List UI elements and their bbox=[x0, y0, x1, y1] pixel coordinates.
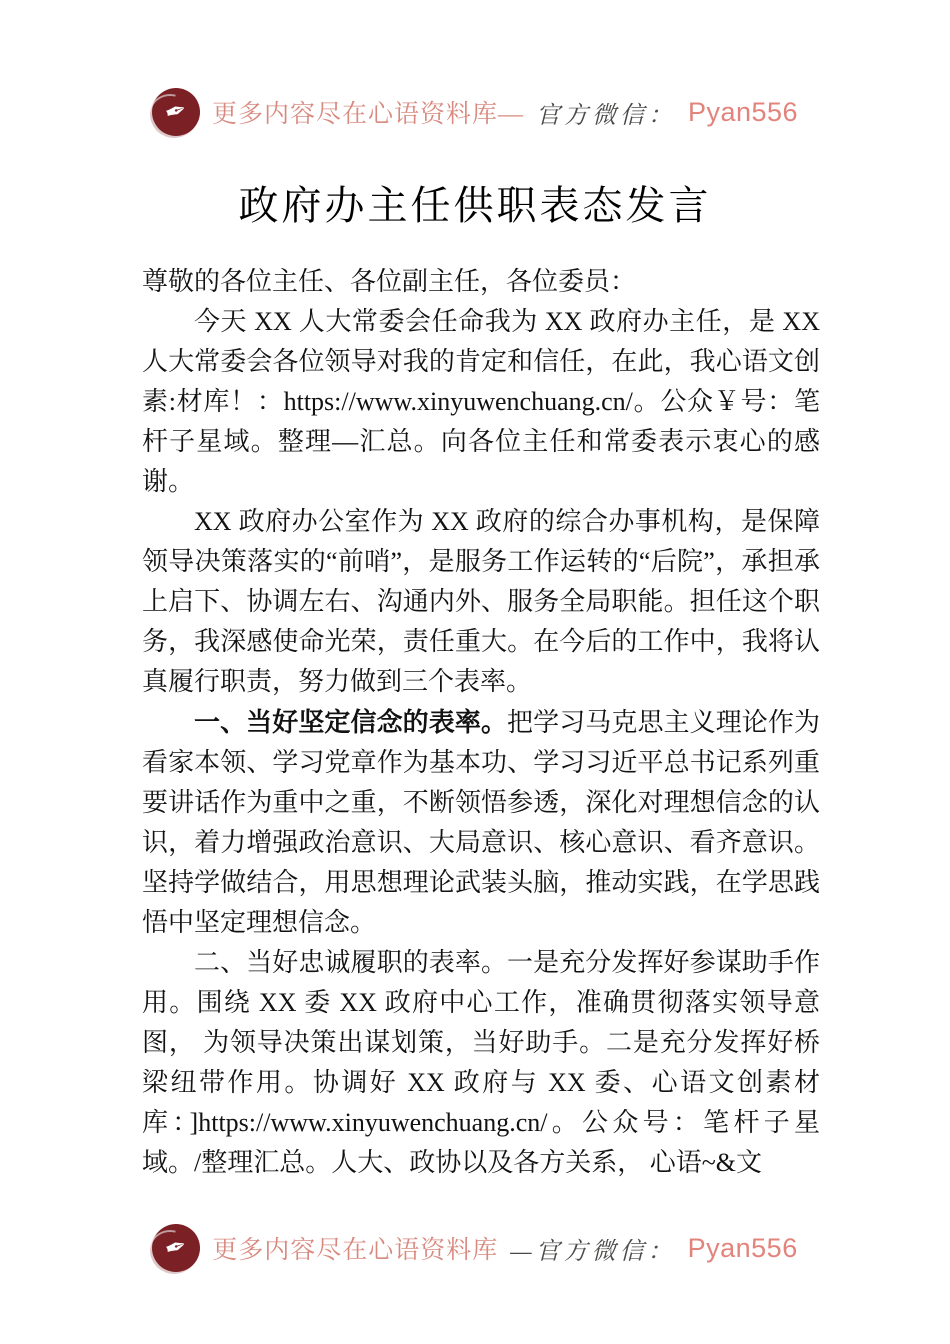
header-wechat-label: 官方微信： bbox=[535, 102, 676, 129]
footer-brand-text: 更多内容尽在心语资料库 bbox=[212, 1237, 499, 1264]
paragraph bbox=[142, 502, 820, 702]
footer-wechat-id: Pyan556 bbox=[687, 1232, 798, 1263]
paragraph bbox=[142, 943, 820, 1183]
footer-wechat-label: —官方微信： bbox=[510, 1238, 676, 1265]
page-title: 政府办主任供职表态发言 bbox=[238, 183, 712, 228]
text-run: 把学习马克思主义理论作为看家本领、学习党章作为基本功、学习习近平总书记系列重要讲话作为重中之重，不断领悟参透，深化对理想信念的认识，着力增强政治意识、大局意识、核心意识、看齐意识。 坚持学做结合，用思想理论武装头脑，推动实践，在学思践悟中坚定理想信念。 bbox=[142, 708, 820, 937]
pen-nib-logo-icon bbox=[152, 88, 200, 136]
pen-nib-glyph: ✒ bbox=[161, 1230, 192, 1266]
paragraph bbox=[142, 302, 820, 502]
document-body bbox=[142, 262, 820, 1183]
text-run: 尊敬的各位主任、各位副主任，各位委员： bbox=[142, 267, 637, 296]
pen-nib-glyph: ✒ bbox=[160, 94, 191, 130]
header-wechat-id: Pyan556 bbox=[687, 96, 799, 127]
text-run: XX 政府办公室作为 XX 政府的综合办事机构，是保障领导决策落实的“前哨”，是服务工作运转的“后院”，承担承上启下、协调左右、沟通内外、服务全局职能。担任这个职务，我深感使命光荣，责任重大。在今后的工作中，我将认真履行职责，努力做到三个表率。 bbox=[142, 507, 820, 696]
paragraph bbox=[142, 702, 820, 943]
bold-text-run: 一、当好坚定信念的表率。 bbox=[194, 707, 508, 737]
paragraph bbox=[142, 262, 820, 302]
text-run: 二、当好忠诚履职的表率。一是充分发挥好参谋助手作用。围绕 XX 委 XX 政府中心工作，准确贯彻落实领导意图， 为领导决策出谋划策，当好助手。二是充分发挥好桥梁纽带作用。协调好 XX 政府与 XX 委、心语文创素材库：]https://www.xinyuwenchuang.cn/。公众号：笔杆子星域。/整理汇总。人大、政协以及各方关系， 心语~&文 bbox=[142, 948, 820, 1177]
header-brand-text: 更多内容尽在心语资料库— bbox=[211, 101, 524, 128]
pen-nib-logo-icon bbox=[152, 1224, 200, 1272]
text-run: 今天 XX 人大常委会任命我为 XX 政府办主任，是 XX 人大常委会各位领导对我的肯定和信任，在此，我心语文创素:材库！：https://www.xinyuwenchuang.cn/。公众￥号：笔杆子星域。整理—汇总。向各位主任和常委表示衷心的感谢。 bbox=[142, 307, 820, 496]
watermark-header bbox=[0, 88, 950, 136]
watermark-footer bbox=[0, 1224, 950, 1272]
